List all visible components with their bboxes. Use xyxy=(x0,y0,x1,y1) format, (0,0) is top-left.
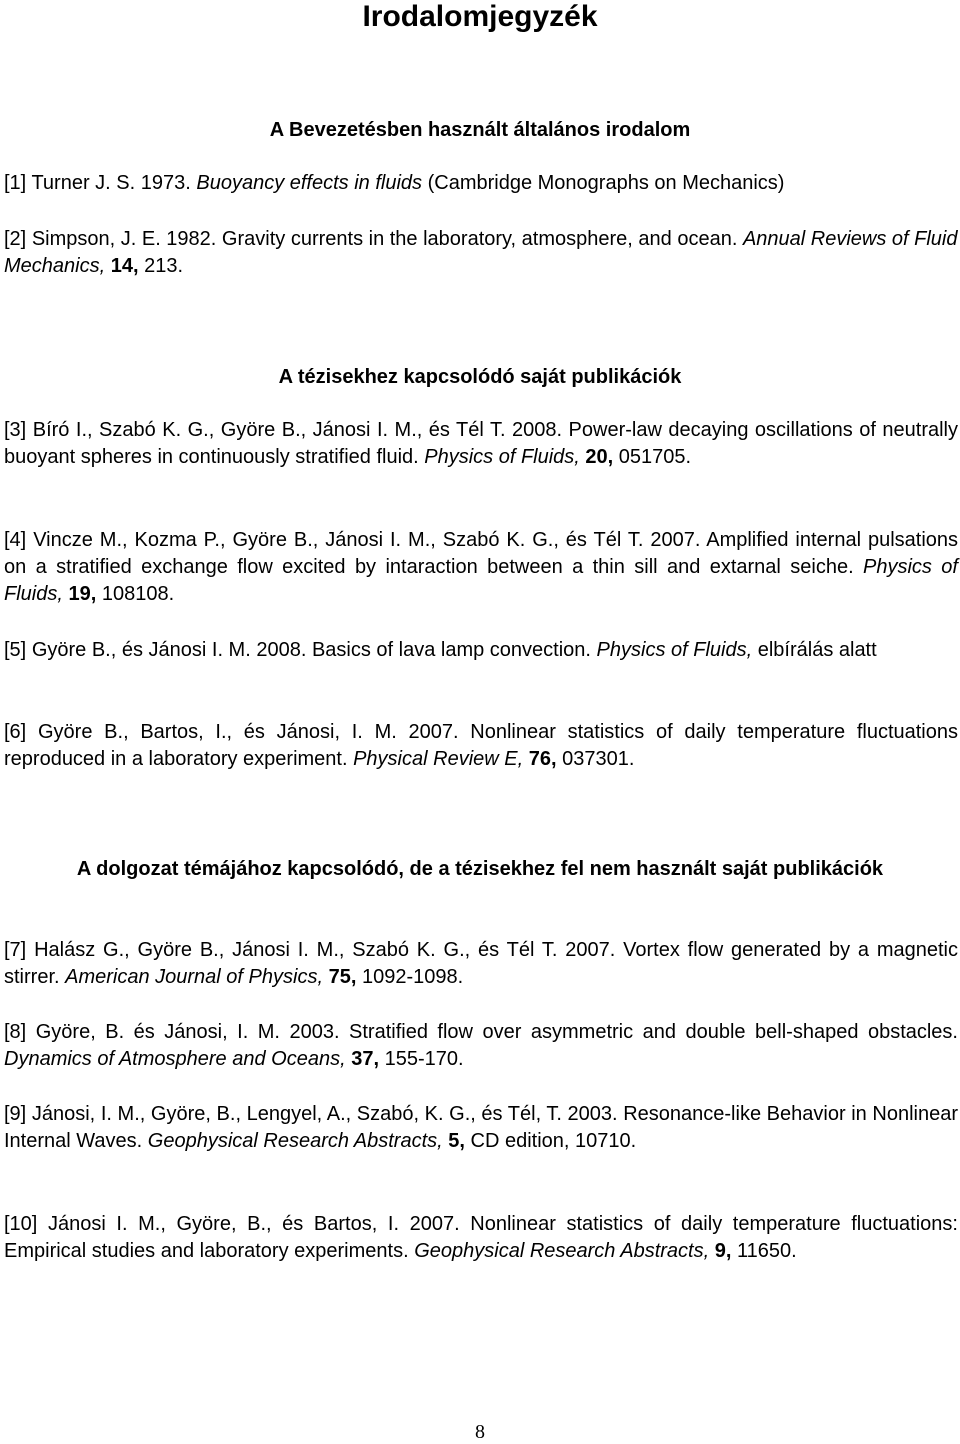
reference-item xyxy=(4,226,958,280)
reference-number: [10] xyxy=(4,1213,38,1235)
reference-pages: (Cambridge Monographs on Mechanics) xyxy=(427,172,785,194)
reference-item xyxy=(4,937,958,991)
reference-item xyxy=(4,417,958,471)
reference-number: [4] xyxy=(4,529,27,551)
reference-item xyxy=(4,1211,958,1265)
reference-volume: 19, xyxy=(68,583,97,605)
reference-volume: 37, xyxy=(351,1048,380,1070)
reference-title: Amplified internal pulsations on a stratified exchange flow excited by intaraction between a thin sill and extarnal seiche. xyxy=(4,529,959,578)
reference-title: Gravity currents in the laboratory, atmosphere, and ocean. xyxy=(221,228,738,250)
reference-pages: 213. xyxy=(144,255,184,277)
reference-volume: 9, xyxy=(714,1240,732,1262)
reference-title: Vortex flow generated by a magnetic stirrer. xyxy=(4,939,958,988)
reference-item xyxy=(4,1101,958,1155)
reference-pages: 037301. xyxy=(562,748,635,770)
reference-volume: 75, xyxy=(328,966,357,988)
reference-authors: Jánosi, I. M., Györe, B., Lengyel, A., Szabó, K. G., és Tél, T. 2003. xyxy=(31,1103,618,1125)
reference-authors: Turner J. S. 1973. xyxy=(31,172,191,194)
reference-pages: 155-170. xyxy=(384,1048,464,1070)
reference-item xyxy=(4,1019,958,1073)
reference-title: Stratified flow over asymmetric and double bell-shaped obstacles. xyxy=(349,1021,958,1043)
reference-authors: Jánosi I. M., Györe, B., és Bartos, I. 2007. xyxy=(47,1213,460,1235)
reference-authors: Györe B., és Jánosi I. M. 2008. xyxy=(31,639,307,661)
page-number: 8 xyxy=(475,1421,485,1443)
reference-journal: American Journal of Physics, xyxy=(65,966,324,988)
reference-number: [7] xyxy=(4,939,27,961)
reference-authors: Simpson, J. E. 1982. xyxy=(31,228,217,250)
reference-number: [9] xyxy=(4,1103,27,1125)
reference-journal: Dynamics of Atmosphere and Oceans, xyxy=(4,1048,346,1070)
reference-pages: 11650. xyxy=(736,1240,797,1262)
reference-journal: Geophysical Research Abstracts, xyxy=(414,1240,710,1262)
reference-volume: 14, xyxy=(110,255,139,277)
reference-item xyxy=(4,170,958,197)
reference-number: [2] xyxy=(4,228,27,250)
reference-authors: Vincze M., Kozma P., Györe B., Jánosi I. M., Szabó K. G., és Tél T. 2007. xyxy=(33,529,701,551)
section-heading-thesis: A tézisekhez kapcsolódó saját publikációk xyxy=(278,366,682,388)
reference-title: Nonlinear statistics of daily temperature fluctuations reproduced in a laboratory experiment. xyxy=(4,721,958,770)
reference-title: Nonlinear statistics of daily temperature fluctuations: Empirical studies and laboratory experiments. xyxy=(4,1213,958,1262)
reference-volume: 76, xyxy=(528,748,557,770)
reference-item xyxy=(4,637,958,664)
reference-authors: Halász G., Györe B., Jánosi I. M., Szabó K. G., és Tél T. 2007. xyxy=(34,939,616,961)
section-heading-other: A dolgozat témájához kapcsolódó, de a tézisekhez fel nem használt saját publikációk xyxy=(76,858,884,880)
reference-authors: Györe, B. és Jánosi, I. M. 2003. xyxy=(35,1021,340,1043)
section-heading-general: A Bevezetésben használt általános irodalom xyxy=(269,119,691,141)
reference-journal: Physics of Fluids, xyxy=(596,639,753,661)
reference-title: Resonance-like Behavior in Nonlinear Internal Waves. xyxy=(4,1103,958,1152)
reference-title: Power-law decaying oscillations of neutrally buoyant spheres in continuously stratified fluid. xyxy=(4,419,958,468)
reference-pages: 1092-1098. xyxy=(361,966,464,988)
reference-journal: Buoyancy effects in fluids xyxy=(196,172,423,194)
reference-journal: Physics of Fluids, xyxy=(424,446,580,468)
reference-volume: 5, xyxy=(448,1130,465,1152)
reference-item xyxy=(4,719,958,773)
reference-pages: elbírálás alatt xyxy=(757,639,877,661)
reference-journal: Physics of Fluids, xyxy=(4,556,958,605)
reference-pages: 108108. xyxy=(101,583,175,605)
reference-number: [8] xyxy=(4,1021,27,1043)
reference-number: [3] xyxy=(4,419,27,441)
reference-number: [1] xyxy=(4,172,27,194)
reference-number: [6] xyxy=(4,721,27,743)
reference-volume: 20, xyxy=(585,446,614,468)
reference-journal: Physical Review E, xyxy=(353,748,524,770)
reference-number: [5] xyxy=(4,639,27,661)
reference-authors: Bíró I., Szabó K. G., Györe B., Jánosi I. M., és Tél T. 2008. xyxy=(32,419,563,441)
reference-pages: 051705. xyxy=(618,446,692,468)
reference-authors: Györe B., Bartos, I., és Jánosi, I. M. 2007. xyxy=(37,721,459,743)
reference-journal: Annual Reviews of Fluid Mechanics, xyxy=(4,228,958,277)
reference-pages: CD edition, 10710. xyxy=(470,1130,637,1152)
reference-item xyxy=(4,527,958,608)
reference-title: Basics of lava lamp convection. xyxy=(311,639,591,661)
page-title: Irodalomjegyzék xyxy=(362,0,598,33)
reference-journal: Geophysical Research Abstracts, xyxy=(147,1130,443,1152)
